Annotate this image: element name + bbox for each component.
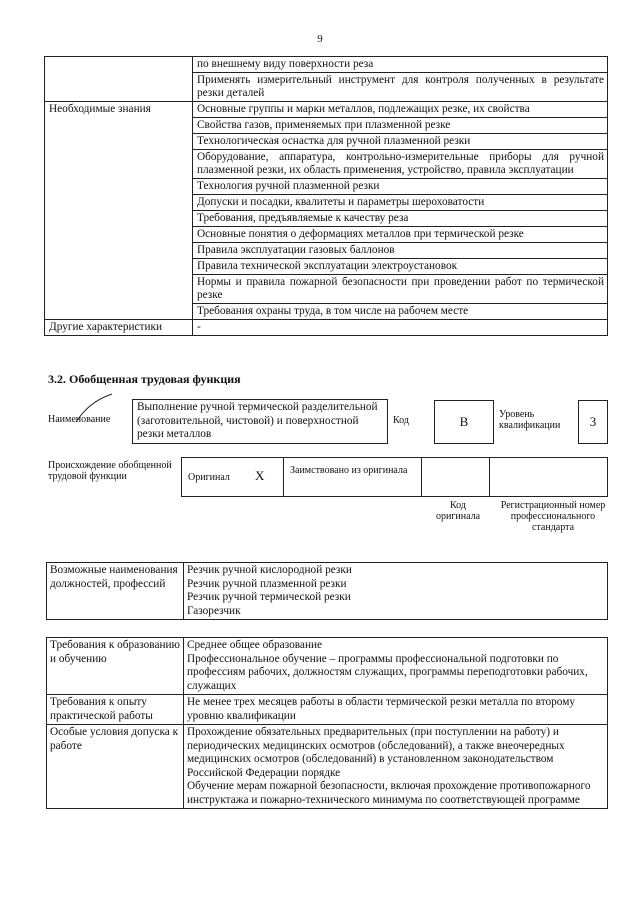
table-row: [45, 57, 608, 73]
requirement-line: Обучение мерам пожарной безопасности, включая прохождение противопожарного инструктажа и пожарно-технического минимума по соответствующей программе: [187, 780, 591, 806]
origin-code-label: Код оригинала: [435, 500, 481, 522]
section-heading: 3.2. Обобщенная трудовая функция: [48, 372, 241, 386]
knowledge-item: Технология ручной плазменной резки: [193, 179, 608, 195]
name-value: Выполнение ручной термической разделительной (заготовительной, чистовой) и поверхностной резки металлов: [132, 399, 388, 444]
knowledge-item: Свойства газов, применяемых при плазменной резке: [193, 118, 608, 134]
table-cell: Применять измерительный инструмент для контроля полученных в результате резки деталей: [193, 73, 608, 102]
table-row: [45, 102, 608, 118]
code-value: B: [434, 400, 494, 444]
requirement-value: [184, 638, 608, 695]
table-cell: [45, 57, 193, 102]
divider: [489, 458, 490, 496]
position-item: Резчик ручной плазменной резки: [187, 577, 347, 590]
origin-label: Происхождение обобщенной трудовой функции: [48, 460, 172, 482]
table-row: [47, 563, 608, 620]
requirement-label: Требования к образованию и обучению: [47, 638, 184, 695]
other-value: -: [193, 320, 608, 336]
table-cell: по внешнему виду поверхности реза: [193, 57, 608, 73]
requirement-value: [184, 725, 608, 809]
page-number: 9: [317, 33, 323, 45]
requirements-table: [46, 637, 608, 809]
knowledge-item: Допуски и посадки, квалитеты и параметры шероховатости: [193, 195, 608, 211]
code-label: Код: [393, 415, 409, 426]
knowledge-item: Основные понятия о деформациях металлов при термической резке: [193, 227, 608, 243]
table-row: [47, 638, 608, 695]
knowledge-table: [44, 56, 608, 336]
borrowed-label: Заимствовано из оригинала: [290, 465, 408, 476]
requirement-label: Особые условия допуска к работе: [47, 725, 184, 809]
positions-list: [184, 563, 608, 620]
name-label: Наименование: [48, 414, 111, 425]
knowledge-item: Оборудование, аппаратура, контрольно-измерительные приборы для ручной плазменной резки, их область применения, устройство, правила эксплуатации: [193, 150, 608, 179]
knowledge-item: Требования охраны труда, в том числе на рабочем месте: [193, 304, 608, 320]
origin-table: [181, 457, 608, 497]
level-label: Уровень квалификации: [499, 409, 561, 431]
position-item: Резчик ручной кислородной резки: [187, 564, 352, 576]
reg-number-label: Регистрационный номер профессионального стандарта: [500, 500, 606, 533]
original-mark: X: [255, 468, 265, 483]
position-item: Газорезчик: [187, 604, 241, 617]
position-item: Резчик ручной термической резки: [187, 591, 351, 603]
knowledge-item: Правила эксплуатации газовых баллонов: [193, 243, 608, 259]
requirement-line: Прохождение обязательных предварительных (при поступлении на работу) и периодических медицинских осмотров (обследований), а также внеочередных медицинских осмотров (обследований) в установленном законодательством Российской Федерации порядке: [187, 726, 565, 779]
knowledge-item: Технологическая оснастка для ручной плазменной резки: [193, 134, 608, 150]
positions-table: [46, 562, 608, 620]
level-value: 3: [578, 400, 608, 444]
knowledge-item: Требования, предъявляемые к качеству реза: [193, 211, 608, 227]
other-label: Другие характеристики: [45, 320, 193, 336]
table-row: [45, 320, 608, 336]
table-row: [47, 725, 608, 809]
requirement-value: [184, 695, 608, 725]
knowledge-label: Необходимые знания: [45, 102, 193, 320]
table-row: [47, 695, 608, 725]
knowledge-item: Нормы и правила пожарной безопасности при проведении работ по термической резке: [193, 275, 608, 304]
knowledge-item: Основные группы и марки металлов, подлежащих резке, их свойства: [193, 102, 608, 118]
divider: [421, 458, 422, 496]
requirement-label: Требования к опыту практической работы: [47, 695, 184, 725]
requirement-line: Не менее трех месяцев работы в области термической резки металла по второму уровню квалификации: [187, 696, 576, 722]
original-label: Оригинал: [188, 472, 230, 483]
divider: [283, 458, 284, 496]
knowledge-item: Правила технической эксплуатации электроустановок: [193, 259, 608, 275]
requirement-line: Среднее общее образование: [187, 639, 323, 651]
requirement-line: Профессиональное обучение – программы профессиональной подготовки по профессиям рабочих, должностям служащих, программы переподготовки рабочих, служащих: [187, 652, 588, 692]
positions-label: Возможные наименования должностей, профессий: [47, 563, 184, 620]
